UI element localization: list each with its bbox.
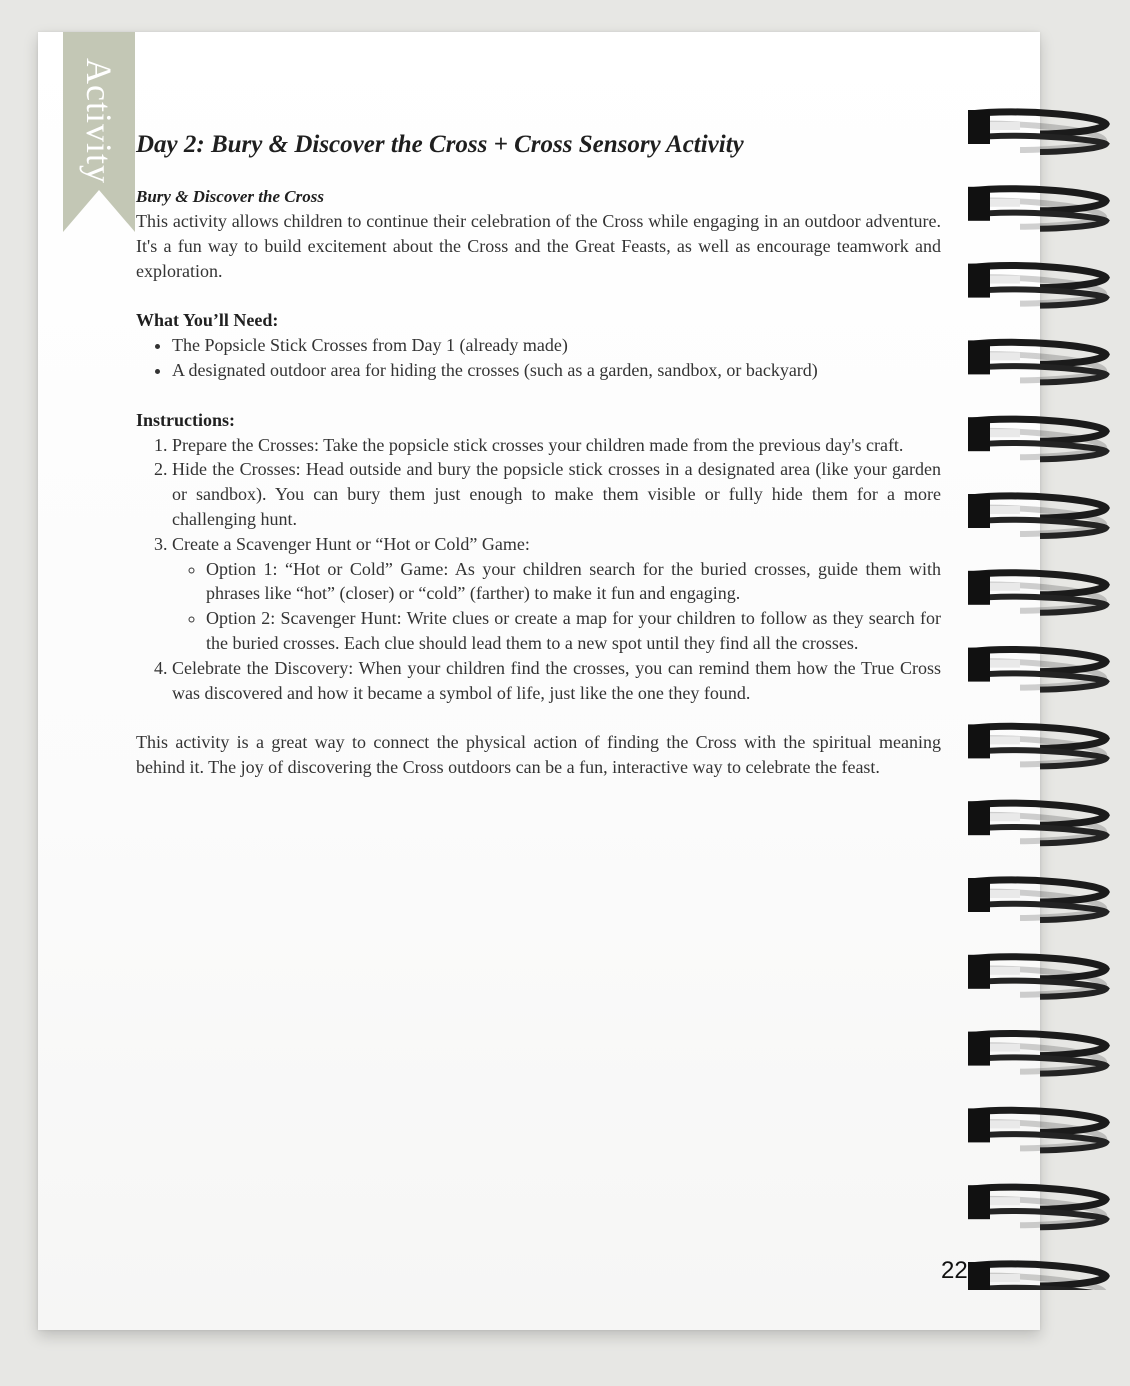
step-text: Hide the Crosses: Head outside and bury the popsicle stick crosses in a designated area (like your garden or sandbox). You can bury them just enough to make them visible or fully hide them for a more challenging hunt. (172, 459, 941, 529)
binding-coil (968, 571, 1106, 613)
step-text: Prepare the Crosses: Take the popsicle stick crosses your children made from the previous day's craft. (172, 434, 904, 455)
binding-coil (968, 1262, 1106, 1290)
page-number: 22 (941, 1257, 968, 1284)
binding-coil (968, 1185, 1106, 1227)
binding-coil (968, 110, 1106, 152)
notebook-page (38, 32, 1040, 1330)
page-content (136, 128, 941, 780)
step-option: ◦ Option 2: Scavenger Hunt: Write clues or create a map for your children to follow as they search for the buried crosses. Each clue should lead them to a new spot until they find all the crosses. (206, 606, 941, 656)
binding-coil (968, 1032, 1106, 1074)
step-option: ◦ Option 1: “Hot or Cold” Game: As your children search for the buried crosses, guide them with phrases like “hot” (closer) or “cold” (farther) to make it fun and engaging. (206, 557, 941, 607)
step-options-list (172, 557, 941, 656)
closing-paragraph: This activity is a great way to connect the physical action of finding the Cross with the spiritual meaning behind it. The joy of discovering the Cross outdoors can be a fun, interactive way to celebrate the feast. (136, 732, 941, 778)
step-text: Celebrate the Discovery: When your children find the crosses, you can remind them how the True Cross was discovered and how it became a symbol of life, just like the one they found. (172, 657, 941, 703)
binding-coil (968, 1108, 1106, 1150)
binding-coil (968, 264, 1106, 306)
binding-coil (968, 417, 1106, 459)
binding-coil (968, 878, 1106, 920)
instruction-step (172, 656, 941, 706)
page-title: Day 2: Bury & Discover the Cross + Cross Sensory Activity (136, 131, 744, 158)
intro-paragraph: This activity allows children to continue their celebration of the Cross while engaging in an outdoor adventure. It's a fun way to build excitement about the Cross and the Great Feasts, as well as encourage teamwork and exploration. (136, 211, 941, 281)
needs-item: • A designated outdoor area for hiding the crosses (such as a garden, sandbox, or backyard) (172, 358, 941, 383)
needs-item: • The Popsicle Stick Crosses from Day 1 (already made) (172, 333, 941, 358)
needs-list (136, 333, 941, 383)
ribbon-label: Activity (79, 58, 120, 184)
ribbon-label-wrap (63, 46, 135, 196)
binding-coil (968, 187, 1106, 229)
binding-coil (968, 648, 1106, 690)
spiral-binding (960, 90, 1120, 1290)
step-text: Create a Scavenger Hunt or “Hot or Cold” Game: (172, 533, 530, 554)
needs-heading: What You’ll Need: (136, 310, 279, 331)
instruction-step (172, 433, 941, 458)
instructions-list (136, 433, 941, 706)
binding-coil (968, 340, 1106, 382)
instruction-step (172, 532, 941, 656)
instructions-heading: Instructions: (136, 409, 236, 430)
binding-coil (968, 724, 1106, 766)
binding-coil (968, 801, 1106, 843)
instruction-step (172, 457, 941, 531)
section-title: Bury & Discover the Cross (136, 187, 324, 206)
binding-coil (968, 955, 1106, 997)
binding-coil (968, 494, 1106, 536)
